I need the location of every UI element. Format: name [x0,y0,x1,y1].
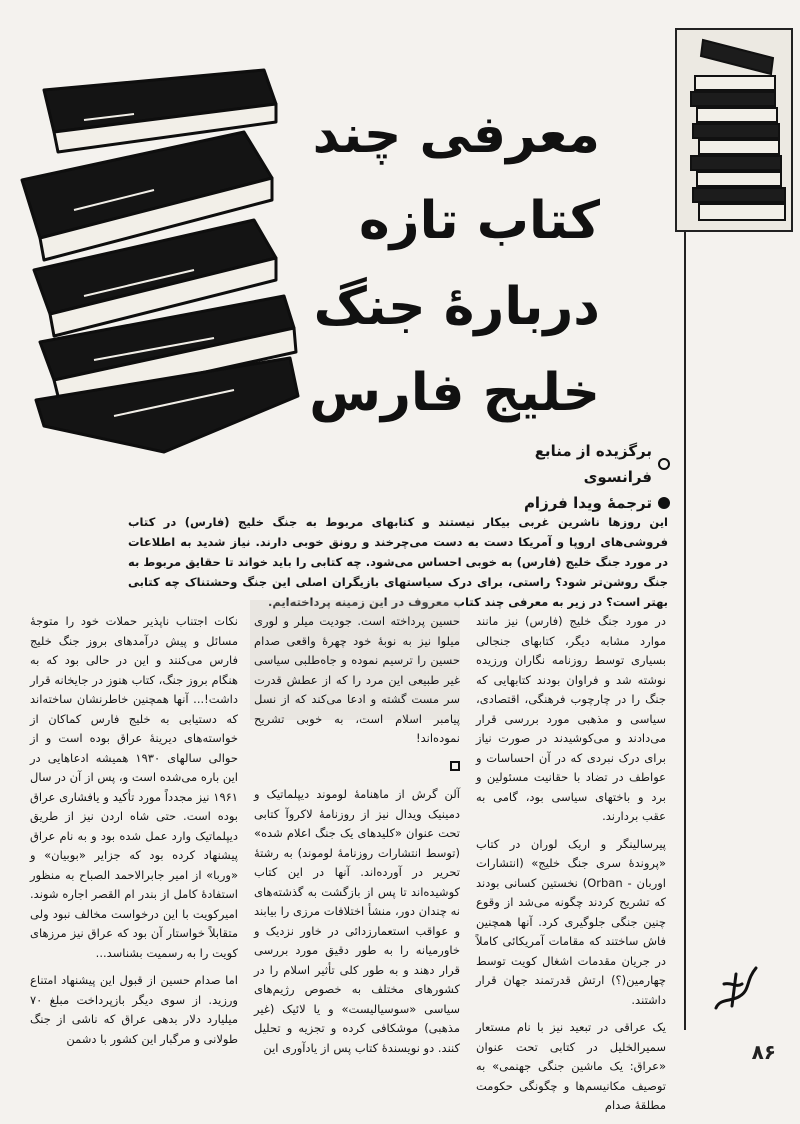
title-line: دربارهٔ جنگ [313,277,600,337]
page-number: ۸۶ [751,1040,776,1064]
text-column-left [30,612,238,1057]
article-credits [470,438,670,516]
title-line: خلیج فارس [309,363,600,423]
paragraph: در مورد جنگ خلیج (فارس) نیز مانند موارد مشابه دیگر، کتابهای جنجالی بسیاری توسط روزنامه نگاران ورزیده نوشته شد و فراوان بودند کتابهایی که جنگ را در چارچوب فرهنگی، اقتصادی، سیاسی و مذهبی مورد بررسی قرار می‌دادند و می‌کوشیدند در صورت نیاز برای درک نبردی که در آن احساسات و عواطف در تضاد با حقانیت مسئولین و برد و باختهای سیاسی بود، گامی به عقب بردارند. [476,614,666,823]
title-line: معرفی چند [312,105,600,165]
article-title [300,92,600,436]
text-column-middle [254,612,460,1066]
book-stack-illustration [14,60,304,460]
translator-credit-text: ترجمهٔ ویدا فرزام [523,494,652,512]
paragraph: اما صدام حسین از قبول این پیشنهاد امتناع ورزید. از سوی دیگر بازپرداخت مبلغ ۷۰ میلیارد دلار بدهی عراق که ناشی از جنگ طولانی و مرگبار این کشور با دشمن [30,973,238,1046]
source-credit-text: برگزیده از منابع فرانسوی [534,442,652,486]
paragraph: یک عراقی در تبعید نیز با نام مستعار سمیرالخلیل در کتابی تحت عنوان «عراق: یک ماشین جنگی جهنمی» به توصیف مکانیسم‌ها و چگونگی حکومت مطلقهٔ صدام [476,1020,666,1112]
title-line: کتاب تازه [358,191,600,251]
source-credit [470,438,670,490]
filled-bullet-icon [658,497,670,509]
magazine-logo-signature [706,960,766,1020]
paragraph: پیرسالینگر و اریک لوران در کتاب «پروندهٔ سری جنگ خلیج» (انتشارات اوربان - Orban) نخستین کسانی بودند که تشریح کردند چگونه می‌شد از وقوع چنین جنگی جلوگیری کرد. آنها همچنین فاش ساختند که مقامات آمریکائی کاملاً در جریان مقدمات اشغال کویت توسط چهارمین(؟) ارتش قدرتمند جهان قرار داشتند. [476,836,666,1007]
paragraph: نکات اجتناب ناپذیر حملات خود را متوجهٔ مسائل و پیش درآمدهای بروز جنگ خلیج فارس می‌کنند و این در حالی بود که به هنگام بروز جنگ، کتاب هنوز در جایخانه قرار داشت!... آنها همچنین خاطرنشان ساخته‌اند که دستیابی به خلیج فارس کماکان از خواسته‌های دیرینهٔ عراق بوده است و از حوالی سالهای ۱۹۳۰ همیشه ادعاهایی در این باره می‌شده است و، پس از آن در سال ۱۹۶۱ نیز مجدداً مورد تأکید و یافشاری عراق بوده است. حتی شاه اردن نیز از طریق دیپلماتیک وارد عمل شده بود و به نام عراق پیشنهاد کرده بود که جزایر «بوبیان» و «وربا» از امیر جابرالاحمد الصباح به منظور استفادهٔ کامل از بندر ام القصر اجاره شوند. امیرکویت با این درخواست مخالف نبود ولی متقابلاً خواستار آن بود که عراق نیز مرزهای کویت را به رسمیت بشناسد... [30,614,238,960]
section-end-mark-icon [450,761,460,771]
book-stack-thumbnail [675,28,793,232]
paragraph: آلن گرش از ماهنامهٔ لوموند دیپلماتیک و دمینیک ویدال نیز از روزنامهٔ لاکروآ کتابی تحت عنوان «کلیدهای یک جنگ اعلام شده» (توسط انتشارات روزنامهٔ لوموند) به رشتهٔ تحریر در آورده‌اند. آنها در این کتاب کوشیده‌اند تا پس از بازگشت به گذشته‌های نه چندان دور، منشأ اختلافات مرزی را بیابند و عواقب استعمارزدائی در خاور نزدیک و خاورمیانه را به طور دقیق مورد بررسی قرار دهند و به طور کلی تأثیر اسلام را در کشورهای مختلف به خصوص رژیم‌های سیاسی «سوسیالیست» و یا لائیک (غیر مذهبی) موشکافی کرده و تجزیه و تحلیل کنند. دو نویسندهٔ کتاب پس از یادآوری این [254,787,460,1055]
text-column-right [476,612,666,1124]
column-rule [684,230,686,1030]
paragraph: حسین پرداخته است. جودیت میلر و لوری میلوا نیز به نوبهٔ خود چهرهٔ واقعی صدام حسین را ترسیم نموده و جاه‌طلبی سیاسی غیر طبیعی این مرد را که از عطش قدرت سر مست گشته و ادعا می‌کند که از نسل پیامبر اسلام است، به خوبی تشریح نموده‌اند! [254,614,460,745]
hollow-bullet-icon [658,458,670,470]
article-intro: این روزها ناشرین غربی بیکار نیستند و کتابهای مربوط به جنگ خلیج (فارس) در کتاب فروشی‌های اروپا و آمریکا دست به دست می‌چرخند و رونق خوبی دارند. نیاز شدید به اطلاعات در مورد جنگ خلیج (فارس) به خوبی احساس می‌شود. چه کتابی را باید خواند تا حقایق مربوط به جنگ روشن‌تر شود؟ راستی، برای درک سیاستهای بازیگران اصلی این جنگ وحشتناک چه کتابی بهتر است؟ در زیر به معرفی چند کتاب معروف در این زمینه پرداخته‌ایم. [128,515,668,609]
